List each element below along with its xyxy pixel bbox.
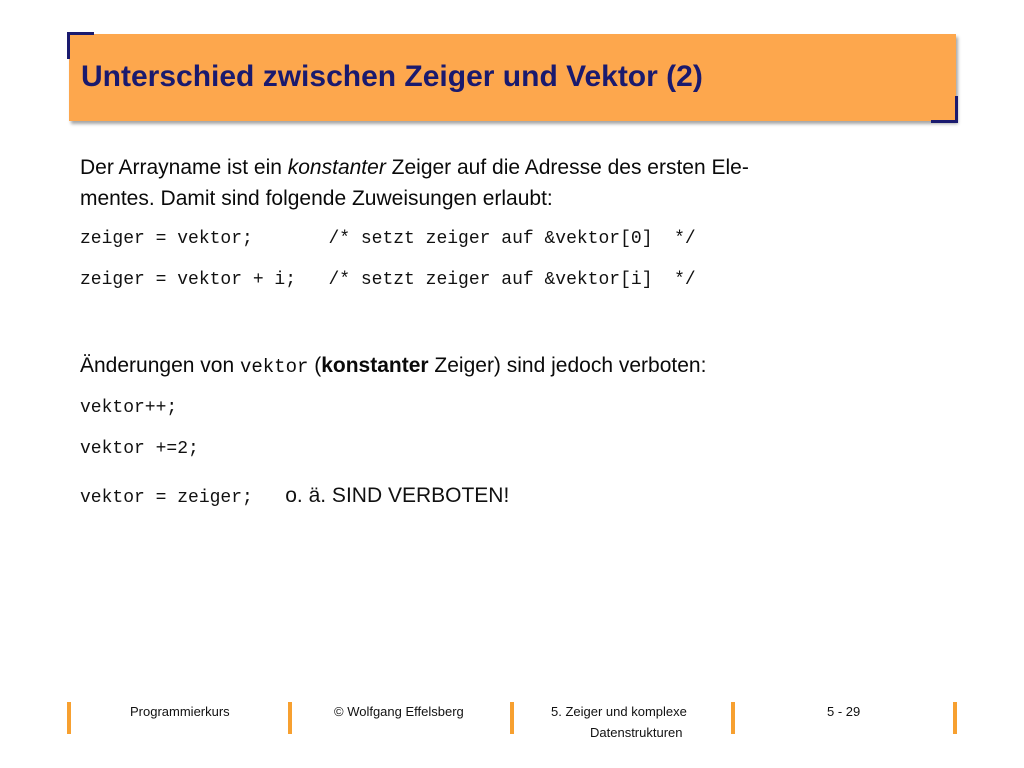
corner-bracket-top-left: [67, 32, 94, 59]
footer-page-number: 5 - 29: [827, 704, 861, 719]
footer-course: Programmierkurs: [130, 704, 230, 719]
paragraph-text: Zeiger) sind jedoch verboten:: [428, 354, 707, 377]
footer-divider: [731, 702, 735, 734]
emphasis-konstanter: konstanter: [287, 156, 386, 179]
paragraph-changes: [80, 350, 706, 383]
code-line-1: zeiger = vektor; /* setzt zeiger auf &vektor[0] */: [80, 229, 696, 249]
code-line-4: vektor +=2;: [80, 439, 199, 459]
verboten-text: o. ä. SIND VERBOTEN!: [285, 484, 510, 507]
title-banner: [69, 34, 956, 121]
footer-divider: [288, 702, 292, 734]
footer-divider: [67, 702, 71, 734]
corner-bracket-bottom-right: [931, 96, 958, 123]
code-line-3: vektor++;: [80, 398, 178, 418]
code-line-5: [80, 484, 509, 508]
footer-divider: [510, 702, 514, 734]
slide-title: Unterschied zwischen Zeiger und Vektor (2): [81, 60, 703, 93]
inline-code-vektor: vektor: [239, 356, 309, 378]
bold-konstanter: konstanter: [321, 354, 429, 377]
paragraph-text: Zeiger auf die Adresse des ersten Ele-: [385, 156, 749, 179]
paragraph-line-2: mentes. Damit sind folgende Zuweisungen erlaubt:: [80, 187, 553, 210]
paragraph-line-1: [80, 152, 749, 183]
footer-divider: [953, 702, 957, 734]
code-gap: [253, 488, 285, 508]
paragraph-text: Änderungen von: [80, 354, 240, 377]
paragraph-text: (: [308, 354, 322, 377]
footer-chapter-line-2: Datenstrukturen: [590, 725, 683, 740]
paragraph-text: Der Arrayname ist ein: [80, 156, 288, 179]
code-line-2: zeiger = vektor + i; /* setzt zeiger auf &vektor[i] */: [80, 270, 696, 290]
footer-author: © Wolfgang Effelsberg: [334, 704, 464, 719]
code-text: vektor = zeiger;: [80, 488, 253, 508]
footer-chapter-line-1: 5. Zeiger und komplexe: [551, 704, 687, 719]
